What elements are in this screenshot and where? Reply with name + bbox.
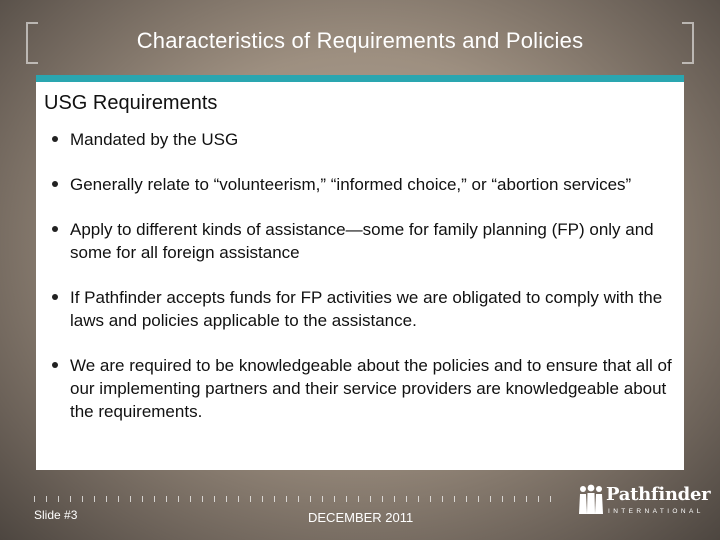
logo-subtitle: INTERNATIONAL xyxy=(608,508,704,515)
bullet-item xyxy=(46,128,676,151)
bullet-item xyxy=(46,173,676,196)
bullet-item xyxy=(46,286,676,332)
bullet-text: Generally relate to “volunteerism,” “informed choice,” or “abortion services” xyxy=(70,175,632,194)
bullet-item xyxy=(46,354,676,423)
accent-bar xyxy=(36,75,684,82)
bullet-text: Apply to different kinds of assistance—some for family planning (FP) only and some for all foreign assistance xyxy=(70,220,654,262)
people-icon xyxy=(578,484,604,516)
content-panel xyxy=(36,82,684,470)
bullet-list xyxy=(46,128,676,445)
bullet-dot-icon xyxy=(52,226,58,232)
slide-title: Characteristics of Requirements and Policies xyxy=(136,28,584,53)
footer-date: DECEMBER 2011 xyxy=(308,510,414,525)
bullet-dot-icon xyxy=(52,362,58,368)
tick-ruler-decoration xyxy=(34,496,554,502)
bullet-dot-icon xyxy=(52,294,58,300)
logo-name: Pathfinder xyxy=(606,484,711,505)
bullet-dot-icon xyxy=(52,181,58,187)
bullet-text: Mandated by the USG xyxy=(70,130,239,149)
bullet-text: We are required to be knowledgeable about the policies and to ensure that all of our implementing partners and their service providers are knowledgeable about the requirements. xyxy=(70,356,672,421)
section-title: USG Requirements xyxy=(44,92,218,114)
slide-number: Slide #3 xyxy=(34,508,78,522)
bullet-dot-icon xyxy=(52,136,58,142)
bullet-item xyxy=(46,218,676,264)
bullet-text: If Pathfinder accepts funds for FP activities we are obligated to comply with the laws and policies applicable to the assistance. xyxy=(70,288,663,330)
pathfinder-logo xyxy=(578,484,711,520)
